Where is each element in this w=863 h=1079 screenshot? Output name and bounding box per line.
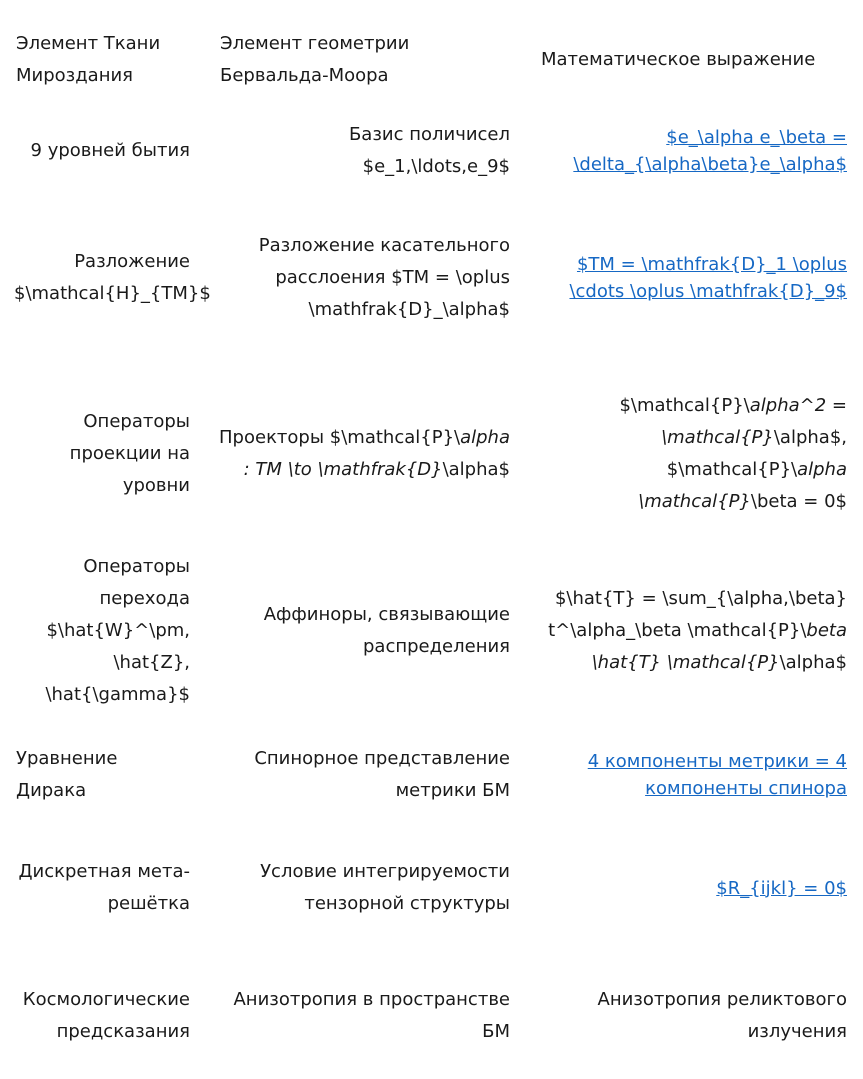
cell-fabric-element: Разложение $\mathcal{H}_{TM}$ xyxy=(14,251,211,304)
cell-math-expression xyxy=(520,390,863,518)
math-expression-link[interactable]: 4 компоненты метрики = 4 компоненты спинора xyxy=(587,751,847,799)
cell-bm-geometry-element: Условие интегрируемости тензорной структуры xyxy=(260,861,510,914)
cell-fabric-element: Космологические предсказания xyxy=(22,989,190,1042)
cell-fabric-element: Дискретная мета-решётка xyxy=(18,861,190,914)
cell-bm-geometry-element xyxy=(200,422,520,486)
cell-math-expression xyxy=(520,748,863,802)
formula-text-italic: alpha^2 = \mathcal{P} xyxy=(661,395,847,448)
formula-text: \alpha$, $\mathcal{P}\ xyxy=(666,427,847,480)
cell-bm-geometry-element: Спинорное представление метрики БМ xyxy=(254,748,510,801)
formula-text: \alpha$ xyxy=(442,459,510,480)
cell-fabric-element: 9 уровней бытия xyxy=(30,140,190,161)
math-expression-link[interactable]: $e_\alpha e_\beta = \delta_{\alpha\beta}e_\alpha$ xyxy=(573,127,847,175)
header-cell-fabric-element: Элемент Ткани Мироздания xyxy=(16,33,161,86)
formula-text: \alpha$ xyxy=(779,652,847,673)
cell-bm-geometry-element: Анизотропия в пространстве БМ xyxy=(233,989,510,1042)
header-cell-bm-geometry-element: Элемент геометрии Бервальда-Моора xyxy=(220,33,410,86)
cell-math-expression xyxy=(520,583,863,679)
cell-math-expression: Анизотропия реликтового излучения xyxy=(597,989,847,1042)
table-row xyxy=(0,742,863,808)
math-expression-link[interactable]: $TM = \mathfrak{D}_1 \oplus \cdots \oplus \mathfrak{D}_9$ xyxy=(569,254,847,302)
cell-fabric-element: Операторы проекции на уровни xyxy=(69,411,190,496)
cell-math-expression xyxy=(520,875,863,902)
formula-text-italic: alpha : TM \to \mathfrak{D} xyxy=(243,427,510,480)
table-row xyxy=(0,983,863,1049)
cell-math-expression xyxy=(520,124,863,178)
formula-text: \beta = 0$ xyxy=(750,491,847,512)
cell-bm-geometry-element: Базис поличисел $e_1,\ldots,e_9$ xyxy=(348,124,510,177)
formula-text-italic: alpha \mathcal{P} xyxy=(638,459,847,512)
math-expression-link[interactable]: $R_{ijkl} = 0$ xyxy=(716,877,847,899)
table-row xyxy=(0,855,863,921)
table-row xyxy=(0,551,863,711)
formula-text: Проекторы $\mathcal{P}\ xyxy=(219,427,461,448)
table-row xyxy=(0,230,863,326)
cell-bm-geometry-element: Разложение касательного расслоения $TM = \oplus \mathfrak{D}_\alpha$ xyxy=(258,235,510,320)
table-header-row xyxy=(0,28,863,92)
cell-fabric-element: Операторы перехода $\hat{W}^\pm, \hat{Z}, \hat{\gamma}$ xyxy=(45,556,190,705)
cell-fabric-element: Уравнение Дирака xyxy=(16,748,118,801)
header-cell-math-expression: Математическое выражение xyxy=(541,49,816,70)
formula-text: $\mathcal{P}\ xyxy=(619,395,750,416)
formula-text: $\hat{T} = \sum_{\alpha,\beta} t^\alpha_\beta \mathcal{P}\ xyxy=(548,588,847,641)
cell-math-expression xyxy=(520,251,863,305)
formula-text-italic: beta \hat{T} \mathcal{P} xyxy=(591,620,847,673)
table-row xyxy=(0,121,863,181)
cell-bm-geometry-element: Аффиноры, связывающие распределения xyxy=(263,604,510,657)
table-row xyxy=(0,390,863,518)
